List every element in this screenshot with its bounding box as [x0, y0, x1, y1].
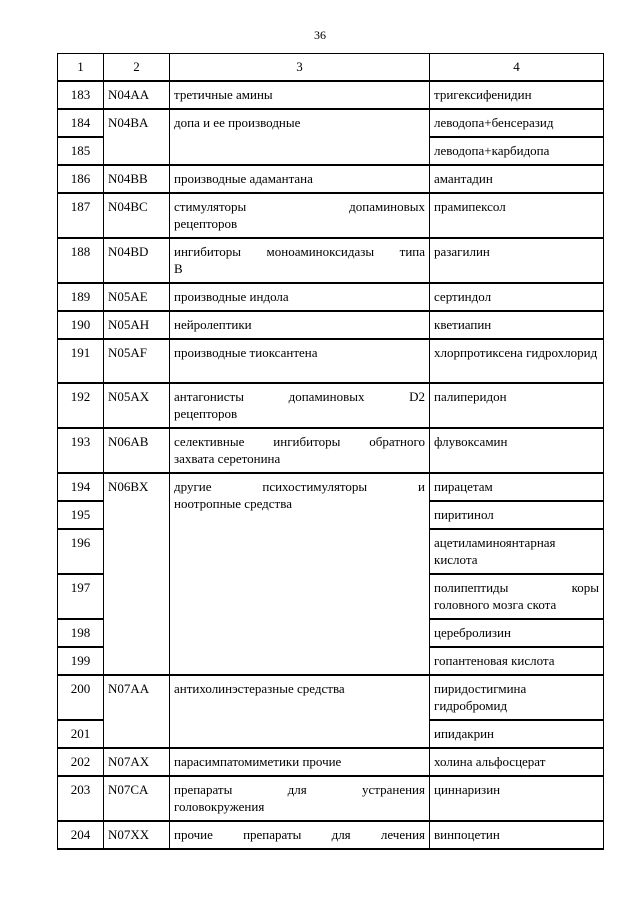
drug-classification-table	[57, 53, 604, 850]
atc-code: N06AB	[104, 428, 170, 473]
table-row	[58, 165, 604, 193]
drug-group-line: головокружения	[174, 798, 265, 814]
drug-name: амантадин	[430, 165, 604, 193]
drug-group: нейролептики	[170, 311, 430, 339]
row-number: 197	[58, 574, 104, 619]
row-number: 184	[58, 109, 104, 137]
atc-code: N07XX	[104, 821, 170, 849]
drug-name: флувоксамин	[430, 428, 604, 473]
row-number: 196	[58, 529, 104, 574]
row-number: 203	[58, 776, 104, 821]
table-row	[58, 776, 604, 821]
drug-name: леводопа+карбидопа	[430, 137, 604, 165]
table-row	[58, 109, 604, 137]
column-header: 1	[58, 54, 104, 81]
drug-group	[170, 193, 430, 238]
drug-group-line: захвата серетонина	[174, 450, 281, 466]
drug-name: пирацетам	[430, 473, 604, 501]
drug-name: гопантеновая кислота	[430, 647, 604, 675]
header-row	[58, 54, 604, 81]
drug-group: производные тиоксантена	[170, 339, 430, 383]
atc-code: N07AA	[104, 675, 170, 748]
atc-code: N04BB	[104, 165, 170, 193]
row-number: 183	[58, 81, 104, 109]
drug-name: тригексифенидин	[430, 81, 604, 109]
drug-name-line: головного мозга скота	[434, 596, 557, 612]
row-number: 193	[58, 428, 104, 473]
drug-group: допа и ее производные	[170, 109, 430, 165]
atc-code: N05AX	[104, 383, 170, 428]
table-row	[58, 383, 604, 428]
atc-code: N04AA	[104, 81, 170, 109]
drug-name: ипидакрин	[430, 720, 604, 748]
table-row	[58, 821, 604, 849]
drug-name: пиридостигмина гидробромид	[430, 675, 604, 720]
row-number: 199	[58, 647, 104, 675]
drug-group-line: B	[174, 260, 183, 276]
drug-group: третичные амины	[170, 81, 430, 109]
row-number: 201	[58, 720, 104, 748]
drug-group-line: ингибиторы моноаминоксидазы типа	[174, 243, 425, 259]
atc-code: N05AH	[104, 311, 170, 339]
drug-name: кветиапин	[430, 311, 604, 339]
row-number: 204	[58, 821, 104, 849]
drug-name: прамипексол	[430, 193, 604, 238]
drug-group-line: рецепторов	[174, 215, 238, 231]
row-number: 192	[58, 383, 104, 428]
row-number: 194	[58, 473, 104, 501]
table-row	[58, 339, 604, 383]
atc-code: N05AE	[104, 283, 170, 311]
drug-name: леводопа+бенсеразид	[430, 109, 604, 137]
atc-code: N07CA	[104, 776, 170, 821]
drug-group	[170, 473, 430, 675]
drug-name	[430, 574, 604, 619]
table-row	[58, 675, 604, 720]
table-row	[58, 428, 604, 473]
atc-code: N05AF	[104, 339, 170, 383]
atc-code: N07AX	[104, 748, 170, 776]
column-header: 4	[430, 54, 604, 81]
table-row	[58, 193, 604, 238]
drug-name: сертиндол	[430, 283, 604, 311]
row-number: 188	[58, 238, 104, 283]
drug-group-line: стимуляторы допаминовых	[174, 198, 425, 214]
drug-group: антихолинэстеразные средства	[170, 675, 430, 748]
row-number: 200	[58, 675, 104, 720]
atc-code: N04BD	[104, 238, 170, 283]
drug-group	[170, 383, 430, 428]
drug-name: хлорпротиксена гидрохлорид	[430, 339, 604, 383]
drug-name: палиперидон	[430, 383, 604, 428]
drug-group-line: рецепторов	[174, 405, 238, 421]
drug-name: винпоцетин	[430, 821, 604, 849]
drug-name-line: полипептиды коры	[434, 579, 599, 595]
row-number: 191	[58, 339, 104, 383]
row-number: 189	[58, 283, 104, 311]
row-number: 186	[58, 165, 104, 193]
table-row	[58, 473, 604, 501]
drug-group-line: антагонисты допаминовых D2	[174, 388, 425, 404]
drug-group	[170, 776, 430, 821]
table-row	[58, 311, 604, 339]
drug-group-line: другие психостимуляторы и	[174, 478, 425, 494]
drug-group-line: ноотропные средства	[174, 495, 292, 511]
drug-group-line: селективные ингибиторы обратного	[174, 433, 425, 449]
row-number: 185	[58, 137, 104, 165]
drug-group	[170, 821, 430, 849]
drug-name: ацетиламиноянтарная кислота	[430, 529, 604, 574]
row-number: 202	[58, 748, 104, 776]
drug-name: разагилин	[430, 238, 604, 283]
table-row	[58, 81, 604, 109]
drug-name: циннаризин	[430, 776, 604, 821]
drug-name: пиритинол	[430, 501, 604, 529]
atc-code: N04BA	[104, 109, 170, 165]
row-number: 187	[58, 193, 104, 238]
row-number: 190	[58, 311, 104, 339]
drug-group: парасимпатомиметики прочие	[170, 748, 430, 776]
drug-group	[170, 428, 430, 473]
table-row	[58, 748, 604, 776]
table-row	[58, 238, 604, 283]
drug-group: производные индола	[170, 283, 430, 311]
drug-group: производные адамантана	[170, 165, 430, 193]
drug-name: холина альфосцерат	[430, 748, 604, 776]
drug-group-line: прочие препараты для лечения	[174, 826, 425, 842]
page-number: 36	[314, 28, 326, 42]
drug-name: церебролизин	[430, 619, 604, 647]
atc-code: N06BX	[104, 473, 170, 675]
atc-code: N04BC	[104, 193, 170, 238]
drug-group	[170, 238, 430, 283]
table-row	[58, 283, 604, 311]
row-number: 198	[58, 619, 104, 647]
row-number: 195	[58, 501, 104, 529]
drug-group-line: препараты для устранения	[174, 781, 425, 797]
column-header: 2	[104, 54, 170, 81]
column-header: 3	[170, 54, 430, 81]
